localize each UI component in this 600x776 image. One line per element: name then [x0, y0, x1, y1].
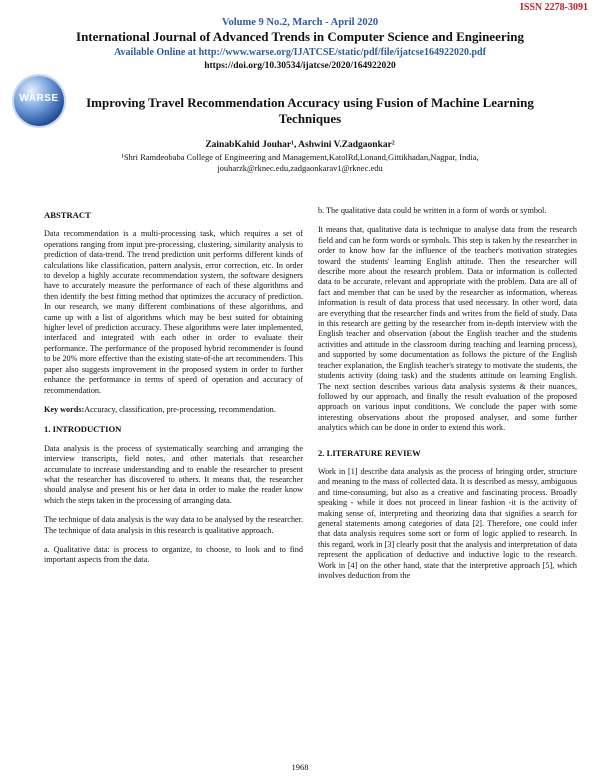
literature-review-text: Work in [1] describe data analysis as the process of bringing order, structure and meaning to the mass of collected data. It is described as messy, ambiguous and time-consuming, but also as a creative and fascinating process. Broadly speaking - while it does not proceed in linear fashion -it is the activity of making sense of, interpreting and theorizing data that signifies a search for general statements among categories of data [2]. Therefore, one could infer that data analysis requires some sort or form of logic applied to research. In this regard, work in [3] clearly posit that the analysis and interpretation of data represent the application of deductive and inductive logic to the research. Work in [4] on the other hand, state that the interpretive approach [5], which involves deduction from the [318, 466, 577, 580]
page-number: 1968 [291, 762, 309, 772]
available-online-link[interactable]: Available Online at http://www.warse.org/IJATCSE/static/pdf/file/ijatcse164922020.pdf [114, 47, 486, 58]
author-emails: jouharzk@rknec.edu,zadgaonkarav1@rknec.edu [217, 163, 383, 173]
introduction-heading: 1. INTRODUCTION [44, 424, 122, 435]
abstract-heading: ABSTRACT [44, 210, 91, 220]
issn-label: ISSN 2278-3091 [519, 2, 588, 13]
literature-review-heading: 2. LITERATURE REVIEW [318, 447, 421, 458]
paper-authors: ZainabKahid Jouhar¹, Ashwini V.Zadgaonkar² [205, 140, 395, 150]
keywords [44, 405, 303, 415]
warse-logo [14, 76, 64, 126]
right-column [318, 206, 577, 590]
abstract-text: Data recommendation is a multi-processing task, which requires a set of operations ranging from input pre-processing, clustering, similarity analysis to prediction of data-trend. The trend prediction unit performs different kinds of calculations like classification, pattern analysis, error correction, etc. In order to develop a highly accurate recommendation system, the software designers have to accurately measure the performance of each of these algorithms and then identify the best fitting method that optimizes the accuracy of prediction. In our research, we many different combinations of these algorithms, and came up with a list of algorithms which may be best suited for obtaining higher level of prediction accuracy. These algorithms were later implemented, interfaced and integrated with each other in order to evaluate their performance. The performance of the proposed hybrid recommender is found to be 20% more effective than the existing state-of-the art recommenders. This paper also suggests improvement in the proposed system in order to further enhance the performance in terms of speed of operation and accuracy of recommendation. [44, 229, 303, 395]
intro-paragraph-3: a. Qualitative data: is process to organize, to choose, to look and to find important aspects from the data. [44, 544, 303, 565]
doi-link[interactable]: https://doi.org/10.30534/ijatcse/2020/164922020 [204, 61, 396, 71]
warse-logo-text: WARSE [19, 93, 59, 104]
paper-title: Improving Travel Recommendation Accuracy using Fusion of Machine Learning Techniques [86, 95, 534, 126]
qualitative-meaning-paragraph: It means that, qualitative data is technique to analyse data from the research field and can be form words or symbols. This step is taken by the researcher in order to know how far the influence of the teacher's motivation strategies toward the students' learning English attitude. Then the researcher will describe more about the research problem. Data or information is collected data to be accurate, relevant and appropriate with the problem. Data are all of fact and member that can be used by the researcher as information, whereas information is result of data process that used necessary. In other word, data are everything that the researcher finds and writes from the field of study. Data in this research are getting by the researcher from in-depth interview with the English teacher and observation (about the English teacher and the students activities and attitude in the classroom during teaching and learning process), and supported by some documentation as follows the picture of the English teacher explanation, the English teacher's strategy to motivate the students, the students activity (doing task) and the students attitude on learning English. The next section describes various data analysis systems & their nuances, followed by our approach, and finally the result evaluation of the proposed approach on various input conditions. We conclude the paper with some interesting observations about the proposed analyser, and some further analytics which can be done in order to extend this work. [318, 225, 577, 433]
affiliation-line: ¹Shri Ramdeobaba College of Engineering and Management,KatolRd,Lonand,Gittikhadan,Nagpar, India, [121, 152, 479, 162]
intro-paragraph-1: Data analysis is the process of systematically searching and arranging the interview transcripts, field notes, and other materials that researcher accumulate to increase understanding and to enable the researcher to present what the researcher has discovered to others. It means that, the researcher should analyse and present his or her data in order to make the reader know which the steps taken in the processing of arranging data. [44, 443, 303, 505]
affiliation [60, 152, 540, 174]
left-column [44, 210, 303, 575]
keywords-label: Key words: [44, 404, 85, 414]
qualitative-b-paragraph: b. The qualitative data could be written in a form of words or symbol. [318, 206, 547, 215]
intro-paragraph-2: The technique of data analysis is the way data to be analysed by the researcher. The technique of data analysis in this research is qualitative approach. [44, 515, 303, 535]
journal-title: International Journal of Advanced Trends in Computer Science and Engineering [76, 29, 524, 44]
keywords-text: Accuracy, classification, pre-processing, recommendation. [84, 404, 276, 414]
volume-line: Volume 9 No.2, March - April 2020 [221, 17, 379, 28]
